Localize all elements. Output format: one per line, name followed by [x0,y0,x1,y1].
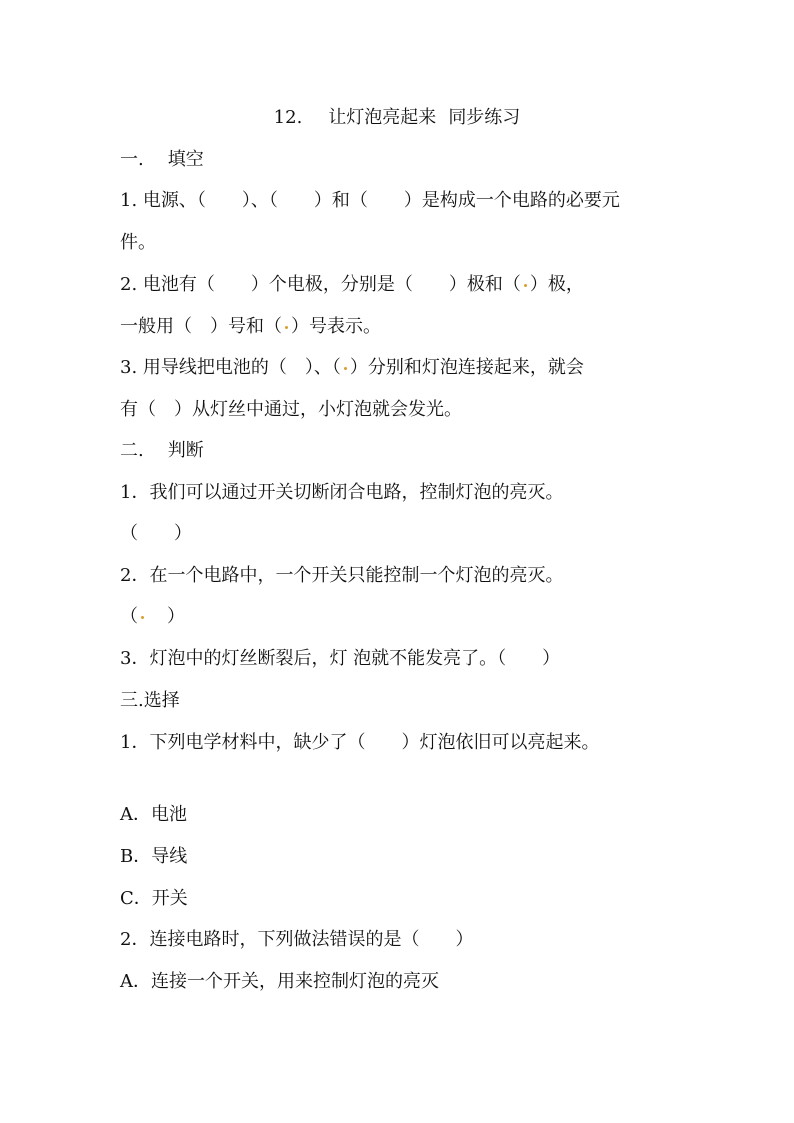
question-text-part: ）号表示。 [291,316,381,337]
answer-mark [141,616,144,619]
answer-bracket: （ ） [120,523,192,544]
question-text: 有（ ）从灯丝中通过，小灯泡就会发光。 [120,399,462,420]
question-text [120,315,381,339]
answer-bracket [120,605,185,629]
title-sub: 同步练习 [448,107,521,128]
choice-option: A．连接一个开关，用来控制灯泡的亮灭 [120,971,439,992]
question-text-part: 3. 用导线把电池的（ ）、（ [120,357,341,378]
question-text-part: （ [120,606,138,627]
page-title [0,106,794,130]
question-text [120,273,584,297]
question-text: 3．灯泡中的灯丝断裂后，灯 泡就不能发亮了。（ ） [120,648,561,669]
answer-mark [524,284,527,287]
question-text: 1．下列电学材料中，缺少了（ ）灯泡依旧可以亮起来。 [120,732,600,753]
question-text-part: ）极， [529,274,584,295]
choice-option: A．电池 [120,804,187,825]
title-number: 12. [273,107,303,128]
question-text: 件。 [120,232,156,253]
question-text-part: 一般用（ ）号和（ [120,316,282,337]
section-heading-choice: 三.选择 [120,690,180,711]
choice-option: C．开关 [120,888,188,909]
section-heading-true-false [120,439,204,463]
question-text: 1. 电源、（ ）、（ ）和（ ）是构成一个电路的必要元 [120,190,620,211]
title-main: 让灯泡亮起来 [328,107,437,128]
question-text: 1．我们可以通过开关切断闭合电路，控制灯泡的亮灭。 [120,482,564,503]
answer-mark [285,326,288,329]
question-text-part: 2. 电池有（ ）个电极，分别是（ ）极和（ [120,274,521,295]
question-text: 2．连接电路时，下列做法错误的是（ ） [120,929,474,950]
section-label: 判断 [167,440,204,461]
question-text-part: ）分别和灯泡连接起来，就会 [349,357,584,378]
choice-option: B．导线 [120,846,188,867]
section-number: 一. [120,149,144,170]
section-number: 二. [120,440,144,461]
section-heading-fill-blank [120,148,204,172]
answer-mark [344,367,347,370]
question-text: 2．在一个电路中，一个开关只能控制一个灯泡的亮灭。 [120,565,564,586]
question-text [120,356,584,380]
section-label: 填空 [167,149,204,170]
question-text-part: ） [167,606,185,627]
